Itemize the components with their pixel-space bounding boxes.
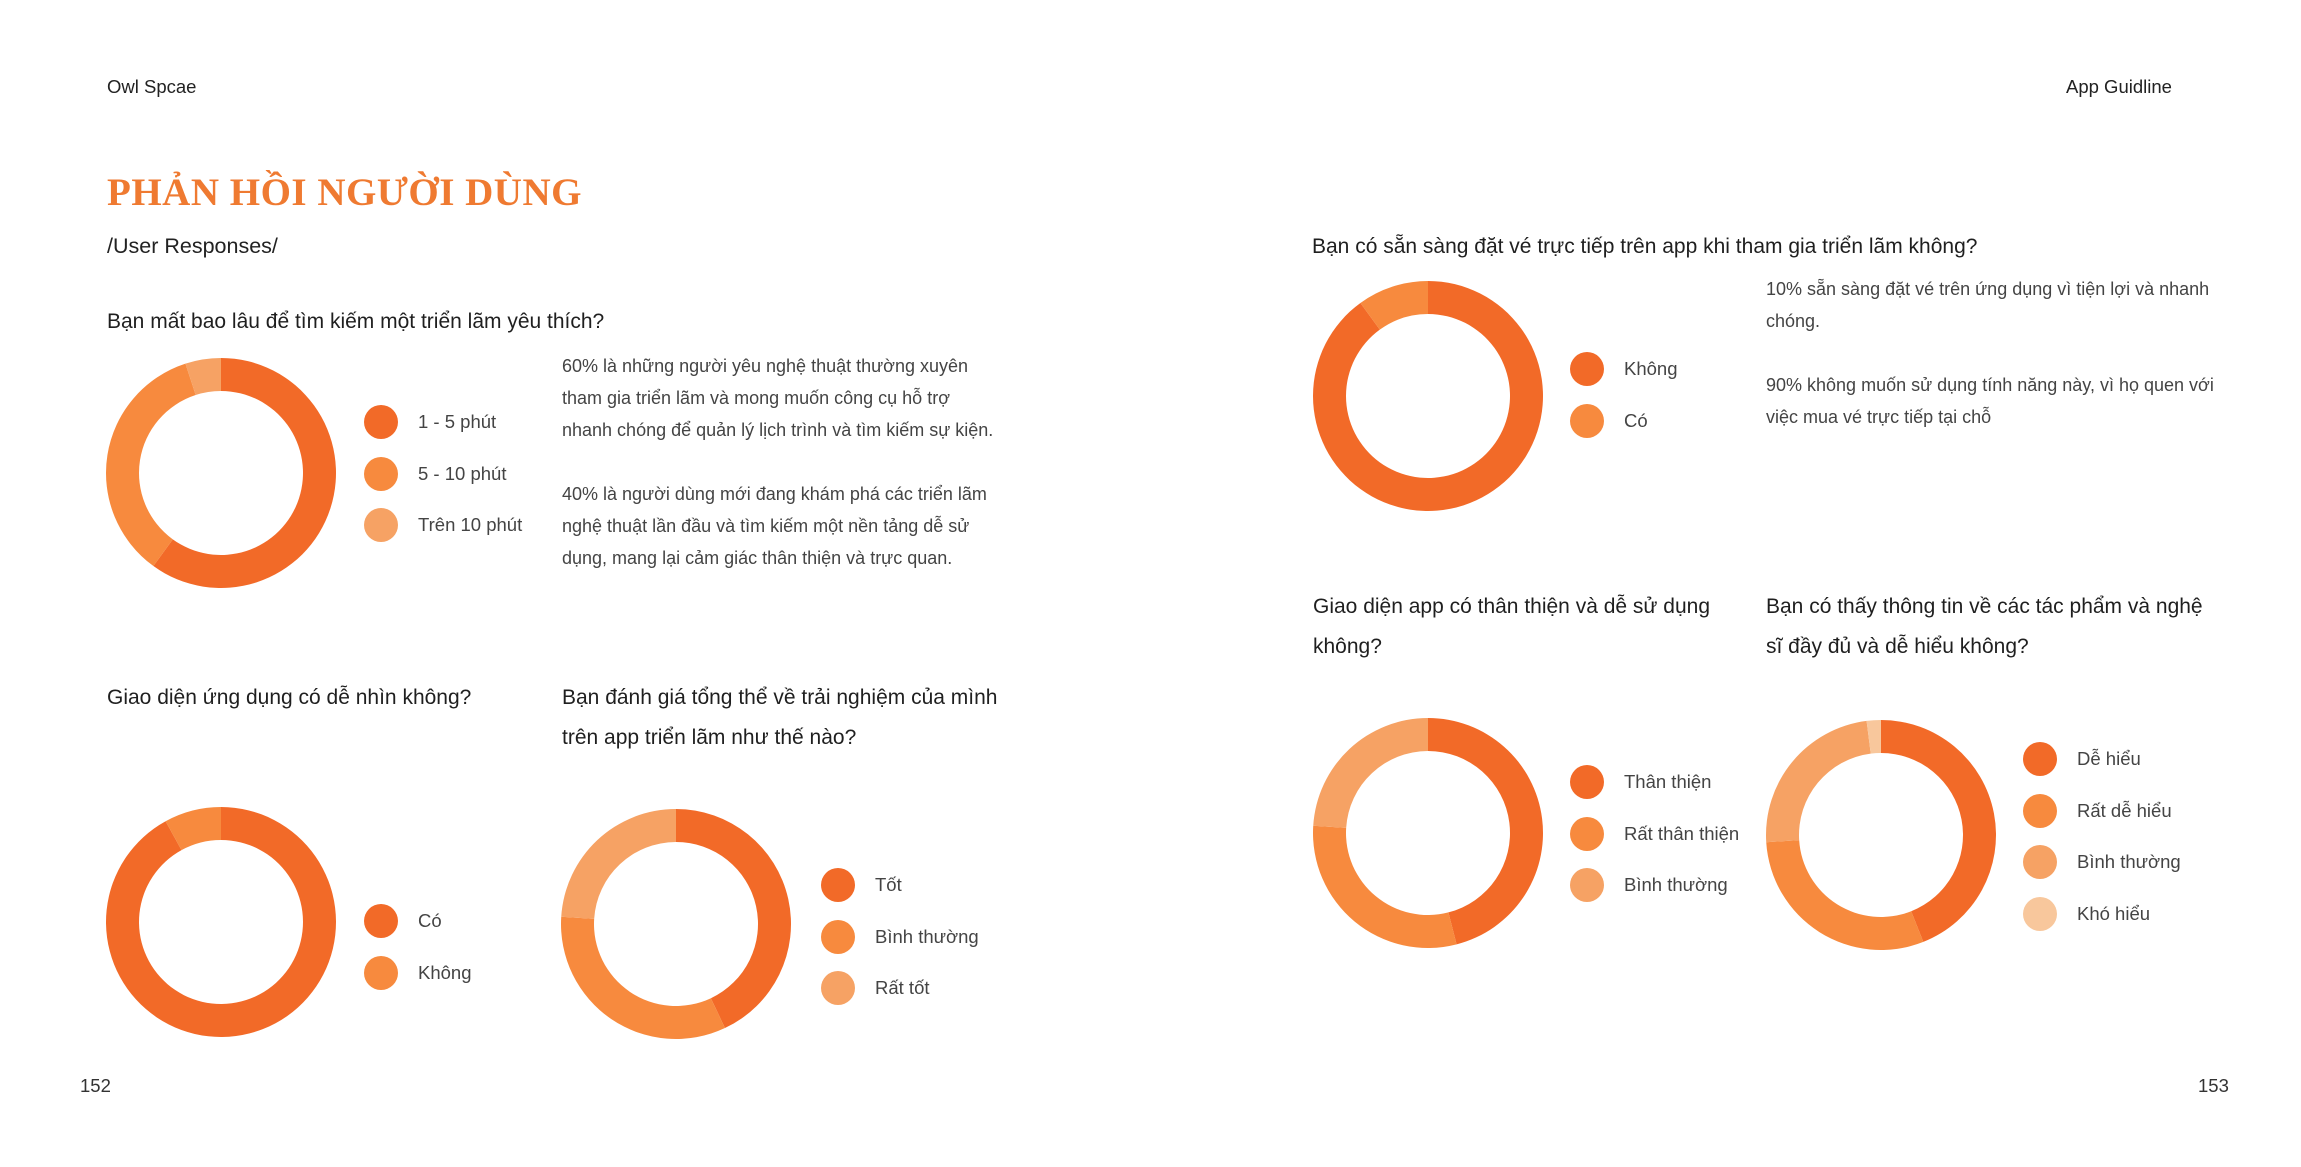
legend-item-khong [1570,352,1678,386]
legend-item-rat-than-thien [1570,817,1739,851]
legend-label: Không [1624,358,1678,379]
donut-slice-binh-thuong [1766,721,1871,842]
donut-slice-5-10-phut [106,364,196,566]
question-info-clear: Bạn có thấy thông tin về các tác phẩm và nghệ sĩ đầy đủ và dễ hiểu không? [1766,595,2203,658]
legend-item-co [1570,404,1648,438]
question-ui-easy: Giao diện ứng dụng có dễ nhìn không? [107,686,472,709]
donut-chart-search-time [106,358,336,588]
legend-item-rat-tot [821,971,930,1005]
page-title: PHẢN HỒI NGƯỜI DÙNG [107,171,582,214]
donut-slice-khong [1313,281,1543,511]
legend-item-binh-thuong [821,920,979,954]
legend-dot [364,405,398,439]
legend-item-5-10-phut [364,457,506,491]
donut-slice-rat-de-hieu [1766,840,1923,950]
legend-item-tot [821,868,902,902]
description-book-ticket-p1: 10% sẵn sàng đặt vé trên ứng dụng vì tiện lợi và nhanh chóng. [1766,279,2210,331]
legend-label: Bình thường [2077,851,2181,872]
legend-item-binh-thuong [2023,845,2181,879]
legend-label: Dễ hiểu [2077,748,2141,769]
description-search-time [562,350,1002,574]
legend-label: Có [418,910,442,931]
header-left: Owl Spcae [107,76,197,97]
legend-dot [1570,817,1604,851]
legend-dot [821,971,855,1005]
legend-item-1-5-phut [364,405,496,439]
donut-chart-overall [561,809,791,1039]
legend-label: Rất dễ hiểu [2077,799,2172,821]
legend-label: Khó hiểu [2077,902,2151,924]
donut-chart-book-ticket [1313,281,1543,511]
donut-chart-ui-easy [106,807,336,1037]
donut-chart-friendly [1313,718,1543,948]
question-book-ticket: Bạn có sẵn sàng đặt vé trực tiếp trên app khi tham gia triển lãm không? [1312,235,1978,258]
legend-dot [821,920,855,954]
legend-label: Rất thân thiện [1624,822,1740,844]
legend-dot [364,904,398,938]
legend-item-tren-10-phut [364,508,522,542]
donut-slice-co [106,807,336,1037]
legend-item-khong [364,956,472,990]
donut-slice-than-thien [1428,718,1543,944]
description-book-ticket [1766,273,2226,433]
legend-label: Không [418,961,472,983]
question-overall: Bạn đánh giá tổng thể về trải nghiệm của mình trên app triển lãm như thế nào? [562,686,998,749]
description-search-time-p1: 60% là những người yêu nghệ thuật thường xuyên tham gia triển lãm và mong muốn công cụ hỗ trợ nhanh chóng để quản lý lịch trình và tìm kiếm sự kiện. [562,356,994,440]
legend-label: 1 - 5 phút [418,411,497,432]
header-right: App Guidline [2066,76,2172,97]
legend-dot [1570,404,1604,438]
donut-slice-tot [676,809,791,1028]
legend-item-rat-de-hieu [2023,794,2172,828]
legend-dot [1570,352,1604,386]
page-number-left: 152 [80,1075,111,1096]
legend-dot [364,457,398,491]
legend-label: 5 - 10 phút [418,462,507,484]
legend-dot [364,508,398,542]
legend-label: Bình thường [875,925,979,947]
legend-label: Thân thiện [1624,771,1712,792]
legend-item-de-hieu [2023,742,2141,776]
legend-label: Tốt [875,874,902,895]
legend-item-binh-thuong [1570,868,1728,902]
question-search-time: Bạn mất bao lâu để tìm kiếm một triển lãm yêu thích? [107,310,605,333]
legend-label: Trên 10 phút [418,514,523,535]
legend-dot [2023,897,2057,931]
legend-dot [1570,868,1604,902]
donut-slice-binh-thuong [1313,718,1428,828]
donut-slice-rat-tot [561,809,676,919]
donut-slice-rat-than-thien [1313,826,1457,948]
donut-chart-info-clear [1766,720,1996,950]
page-number-right: 153 [2198,1075,2229,1096]
legend-dot [2023,794,2057,828]
donut-slice-binh-thuong [561,917,725,1039]
legend-dot [2023,845,2057,879]
page-subtitle: /User Responses/ [107,234,278,258]
legend-label: Rất tốt [875,977,930,998]
legend-dot [821,868,855,902]
legend-label: Bình thường [1624,874,1728,895]
legend-label: Có [1624,409,1648,431]
legend-item-co [364,904,442,938]
question-friendly: Giao diện app có thân thiện và dễ sử dụng không? [1313,595,1711,658]
legend-item-kho-hieu [2023,897,2150,931]
donut-slice-de-hieu [1881,720,1996,942]
legend-dot [2023,742,2057,776]
legend-dot [1570,765,1604,799]
description-search-time-p2: 40% là người dùng mới đang khám phá các triển lãm nghệ thuật lần đầu và tìm kiếm một nền tảng dễ sử dụng, mang lại cảm giác thân thiện và trực quan. [562,484,987,568]
legend-item-than-thien [1570,765,1711,799]
description-book-ticket-p2: 90% không muốn sử dụng tính năng này, vì họ quen với việc mua vé trực tiếp tại chỗ [1766,375,2214,427]
legend-dot [364,956,398,990]
